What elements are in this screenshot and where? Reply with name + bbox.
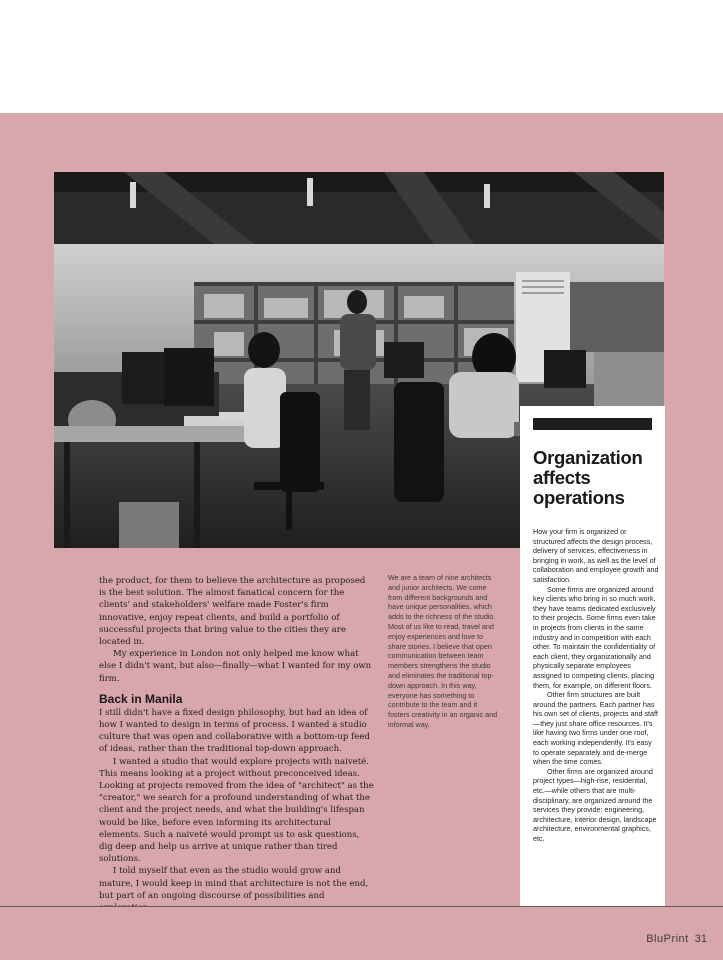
- sidebar-paragraph: Other firms are organized around project types—high-rise, residential, etc.—while others that are multi-disciplinary, are organized around the services they provide: engineering, architecture, interior design, landscape architecture, environmental graphics, etc.: [533, 766, 657, 843]
- sidebar-paragraph: How your firm is organized or structured affects the design process, delivery of services, effectiveness in bringing in work, as well as the level of collaboration and employee growth and satisfaction.: [533, 527, 659, 584]
- page-number: 31: [694, 933, 707, 945]
- page-footer: [0, 907, 723, 960]
- sidebar-box: [520, 406, 665, 906]
- section-heading: Back in Manila: [99, 691, 183, 706]
- sidebar-title: Organization affects operations: [533, 447, 643, 508]
- sidebar-paragraph: Other firm structures are built around the partners. Each partner has his own set of clients, projects and staff—they just share office resources. It's like having two firms under one roof, each working independently. It's easy to operate separately and de-merge when the time comes.: [533, 690, 658, 767]
- main-article-column: [99, 575, 375, 914]
- article-paragraph: I wanted a studio that would explore projects with naiveté. This means looking at a project without preconceived ideas. Looking at projects removed from the idea of "architect" as the "creator," we search for a profound understanding of what the client and the project needs, and what the building's lifespan would be like, before even informing its architectural elements. Such a naiveté would prompt us to ask questions, dig deep and help us arrive at unique rather than tired solutions.: [99, 756, 374, 865]
- sidebar-black-bar: [533, 418, 652, 430]
- article-paragraph: I told myself that even as the studio would grow and mature, I would keep in mind that architecture is not the end, but part of an ongoing discourse of possibilities and: [99, 866, 369, 901]
- article-paragraph: My experience in London not only helped me know what else I didn't want, but also—finally—what I wanted for my own firm.: [99, 649, 372, 684]
- magazine-brand: BluPrint: [646, 933, 689, 945]
- footer-text: [646, 933, 707, 945]
- sidebar-paragraph: Some firms are organized around key clients who bring in so much work, they have teams dedicated exclusively to their projects. Some firms even take in projects from clients in the same industry and in competition with each other. To maintain the confidentiality of each client, they organizationally and physically separate employees assigned to competing clients, placing them, for example, on different floors.: [533, 584, 656, 690]
- article-paragraph: the product, for them to believe the architecture as proposed is the best solution. The almost fanatical concern for the clients' and stakeholders' welfare made Foster's firm innovative, enjoy repeat clients, and build a portfolio of successful projects that bring value to the cities they are located in.: [99, 576, 366, 648]
- article-paragraph: I still didn't have a fixed design philosophy, but had an idea of how I wanted to design in terms of process. I wanted a studio culture that was open and collaborative with a bottom-up feed of ideas, rather than the traditional top-down approach.: [99, 707, 370, 755]
- sidebar-body: [533, 527, 659, 844]
- pull-quote-column: We are a team of nine architects and junior architects. We come from different backgrounds and have unique personalities, which adds to the richness of the studio. Most of us like to read, travel and enjoy experiences and love to share stories. I believe that open communication between team members strengthens the studio and eliminates the traditional top-down approach. In this way, everyone has something to contribute to the team and it fosters creativity in an organic and informal way.: [388, 573, 498, 729]
